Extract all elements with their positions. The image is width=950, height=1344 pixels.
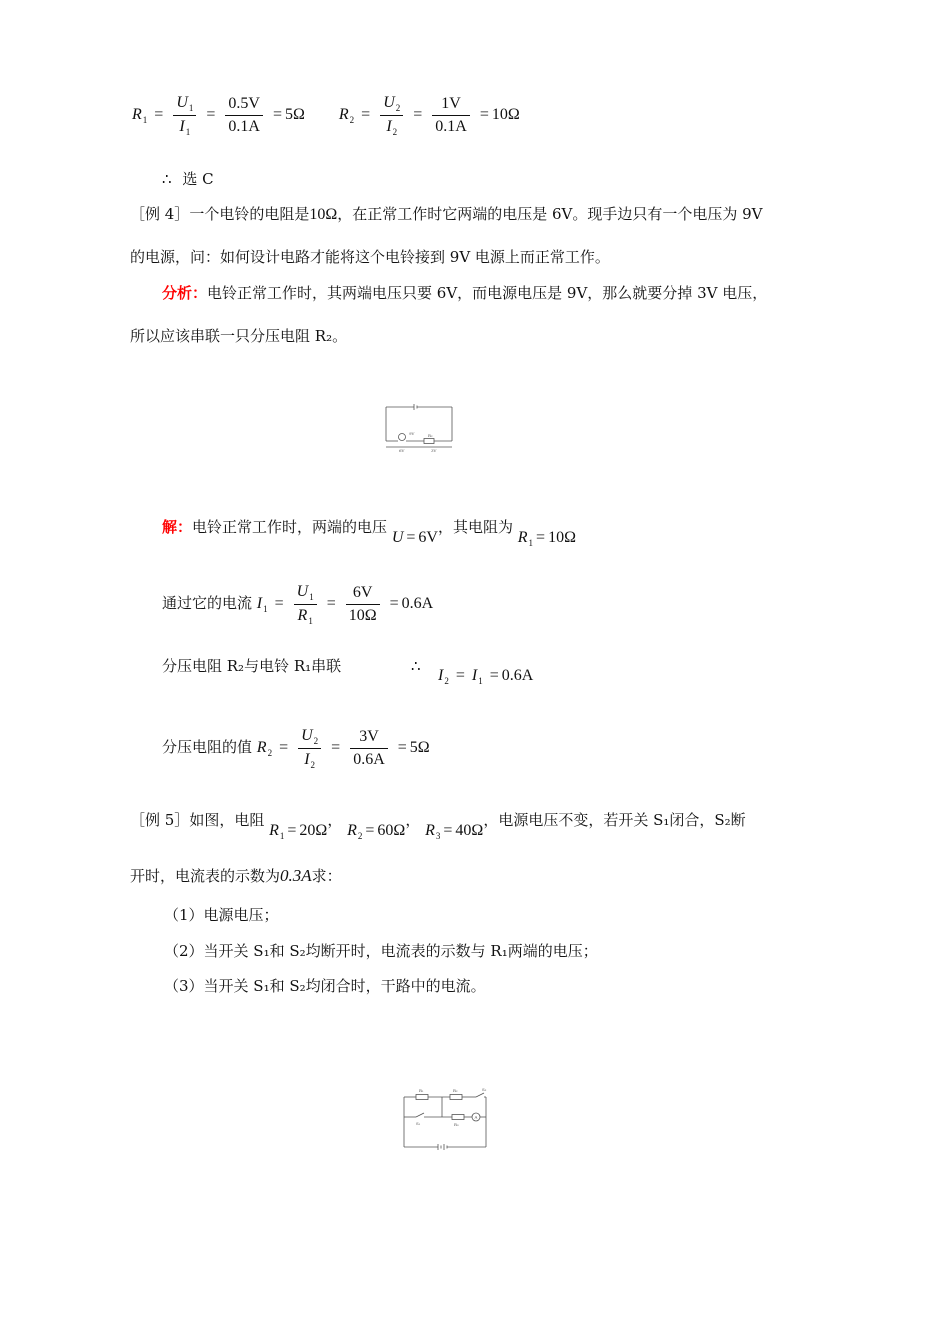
circuit-bell-svg [384,403,456,453]
circuit2-s2-label: S₂ [482,1087,487,1092]
fraction-6v-10ohm: $\frac{6V}{10\Omega}$ [346,584,380,625]
solution-line4: 分压电阻的值 $R_2$ = $\frac{U_2}{I_2}$ = $\frac{3V}{0.6A}$ = 5Ω [162,726,430,770]
eq-top: $R_1$ = $\frac{U_1}{I_1}$ = $\frac{0.5V}{0.1A}$ = 5Ω $R_2$ = $\frac{U_2}{I_2}$ = $\frac{1V}{0.1A}$ = 10Ω [132,94,520,137]
circuit2-ammeter-label: A [474,1114,478,1120]
fraction-05v-01a: $\frac{0.5V}{0.1A}$ [225,95,263,136]
ex4-analysis-line2: 所以应该串联一只分压电阻 R₂。 [130,327,348,345]
circuit-ex5-svg [400,1085,492,1153]
solution-line3-therefore: ∴ [411,657,421,675]
circuit1-bell-label: 9V [409,431,415,436]
fraction-u2-i2: $\frac{U_2}{I_2}$ [380,94,403,137]
circuit1-6v-label: 6V [399,448,405,453]
circuit1-r2-label: R₂ [428,433,433,438]
ex4-analysis-line1: 分析：电铃正常工作时，其两端电压只要 6V，而电源电压是 9V，那么就要分掉 3V 电压， [162,284,768,302]
answer-choice: ∴ 选 C [162,170,214,188]
circuit1-3v-label: 3V [431,448,437,453]
ex5-line2: 开时，电流表的示数为0.3A求： [130,866,342,885]
solution-line3: 分压电阻 R₂与电铃 R₁串联 [162,657,342,675]
ex5-question-3: （3）当开关 S₁和 S₂均闭合时，干路中的电流。 [164,977,486,995]
circuit2-s1-label: S₁ [416,1121,421,1126]
circuit-diagram-bell [384,403,456,453]
fraction-u2-i2-sol: $\frac{U_2}{I_2}$ [298,727,321,770]
solution-line1: 解：电铃正常工作时，两端的电压 U = 6V，其电阻为 $R_1 = 10\Omega$ [162,518,576,548]
fraction-3v-06a: $\frac{3V}{0.6A}$ [350,728,388,769]
ex5-question-2: （2）当开关 S₁和 S₂均断开时，电流表的示数与 R₁两端的电压； [164,942,598,960]
circuit2-r3-label: R₃ [454,1122,459,1127]
fraction-u1-i1: $\frac{U_1}{I_1}$ [173,94,196,137]
circuit-diagram-ex5 [400,1085,492,1153]
solution-line3-eq: $I_2 = I_1 = 0.6A$ [438,667,534,686]
solution-line2: 通过它的电流 $I_1$ = $\frac{U_1}{R_1}$ = $\frac{6V}{10\Omega}$ = 0.6A [162,582,434,626]
fraction-u1-r1: $\frac{U_1}{R_1}$ [294,583,317,626]
ex5-question-1: （1）电源电压； [164,906,279,924]
circuit2-r2-label: R₂ [453,1088,458,1093]
ex4-line2: 的电源，问：如何设计电路才能将这个电铃接到 9V 电源上而正常工作。 [130,248,610,266]
circuit2-r1-label: R₁ [419,1088,424,1093]
ex5-line1: ［例 5］如图，电阻 $R_1 = 20\Omega$， $R_2 = 60\Omega$， $R_3 = 40\Omega$，电源电压不变，若开关 S₁闭合，S₂断 [130,811,746,841]
fraction-1v-01a: $\frac{1V}{0.1A}$ [432,95,470,136]
ex4-line1: ［例 4］一个电铃的电阻是10Ω，在正常工作时它两端的电压是 6V。现手边只有一个电压为 9V [130,205,763,223]
